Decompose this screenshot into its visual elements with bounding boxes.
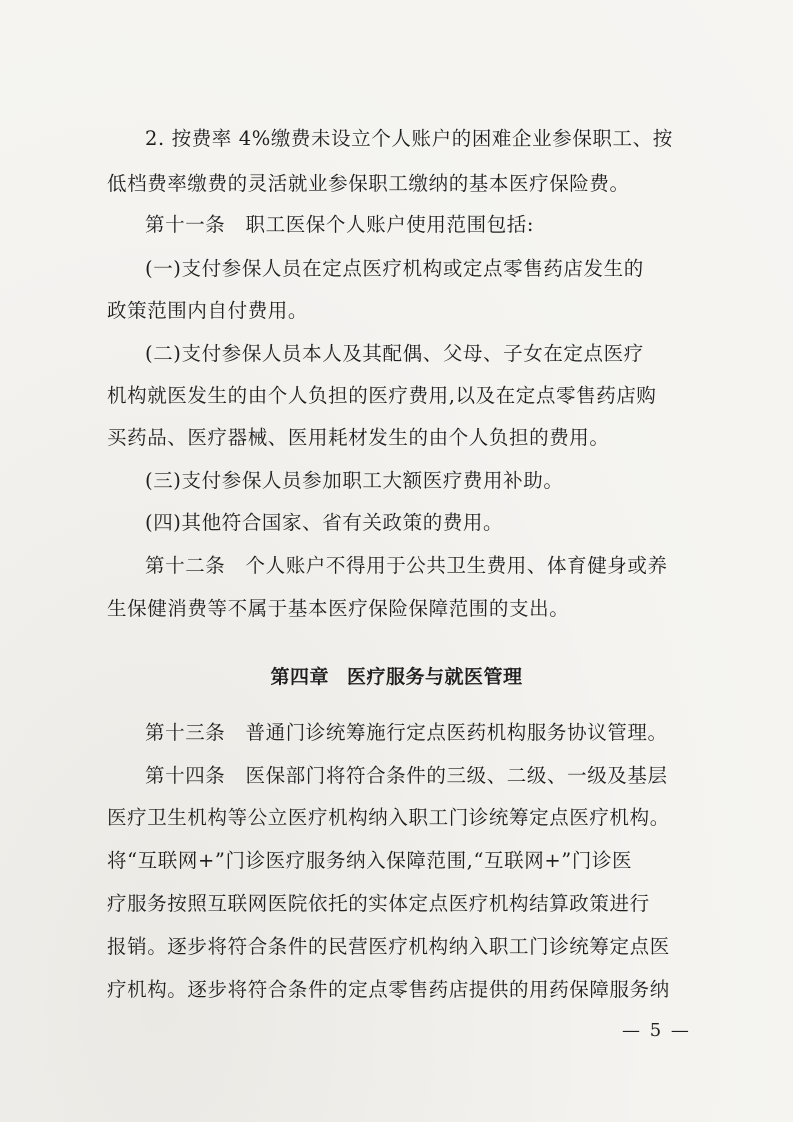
paragraph-line: 低档费率缴费的灵活就业参保职工缴纳的基本医疗保险费。 xyxy=(107,172,630,195)
paragraph-line: 2. 按费率 4%缴费未设立个人账户的困难企业参保职工、按 xyxy=(145,127,673,150)
article-13-line: 第十三条 普通门诊统筹施行定点医药机构服务协议管理。 xyxy=(145,721,668,744)
paragraph-line: (四)其他符合国家、省有关政策的费用。 xyxy=(145,511,504,534)
paragraph-line: 生保健消费等不属于基本医疗保险保障范围的支出。 xyxy=(107,597,570,620)
paragraph-line: 政策范围内自付费用。 xyxy=(107,299,309,322)
paragraph-line: 疗服务按照互联网医院依托的实体定点医疗机构结算政策进行 xyxy=(107,892,650,915)
paragraph-line: 将“互联网+”门诊医疗服务纳入保障范围,“互联网+”门诊医 xyxy=(107,849,633,872)
paragraph-line: 报销。逐步将符合条件的民营医疗机构纳入职工门诊统筹定点医 xyxy=(107,935,670,958)
article-14-line: 第十四条 医保部门将符合条件的三级、二级、一级及基层 xyxy=(145,764,668,787)
article-11-heading-line: 第十一条 职工医保个人账户使用范围包括: xyxy=(145,213,535,236)
chapter-title: 医疗服务与就医管理 xyxy=(347,666,523,688)
paragraph-line: (二)支付参保人员本人及其配偶、父母、子女在定点医疗 xyxy=(145,342,644,365)
paragraph-line: 医疗卫生机构等公立医疗机构纳入职工门诊统筹定点医疗机构。 xyxy=(107,806,670,829)
paragraph-line: 机构就医发生的由个人负担的医疗费用,以及在定点零售药店购 xyxy=(107,384,657,407)
chapter-heading xyxy=(0,662,793,692)
paragraph-line: 疗机构。逐步将符合条件的定点零售药店提供的用药保障服务纳 xyxy=(107,978,670,1001)
paragraph-line: (三)支付参保人员参加职工大额医疗费用补助。 xyxy=(145,469,564,492)
paragraph-line: 买药品、医疗器械、医用耗材发生的由个人负担的费用。 xyxy=(107,426,610,449)
article-12-line: 第十二条 个人账户不得用于公共卫生费用、体育健身或养 xyxy=(145,554,668,577)
chapter-number: 第四章 xyxy=(270,666,329,688)
page-number: — 5 — xyxy=(622,1020,691,1041)
paragraph-line: (一)支付参保人员在定点医疗机构或定点零售药店发生的 xyxy=(145,257,644,280)
